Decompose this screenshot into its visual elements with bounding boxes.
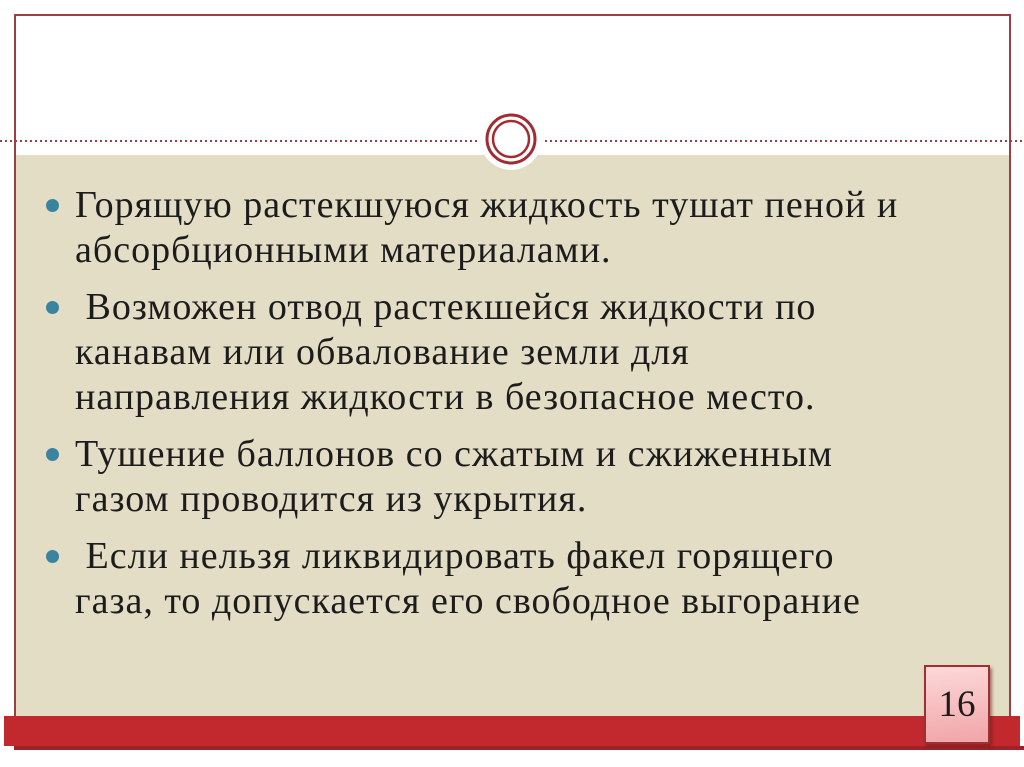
bullet-text-line: газа, то допускается его свободное выгорание — [75, 580, 861, 622]
bullet-text — [75, 534, 861, 624]
list-item — [46, 285, 976, 420]
frame-border-right — [1009, 14, 1011, 716]
double-ring-circle-icon — [474, 102, 548, 176]
bullet-text-line: Возможен отвод растекшейся жидкости по — [75, 286, 817, 328]
frame-border-left — [14, 14, 16, 716]
bullet-text-line: газом проводится из укрытия. — [75, 478, 588, 520]
list-item — [46, 534, 976, 624]
bullet-text — [75, 285, 816, 420]
page-number-box — [924, 665, 990, 744]
bullet-text — [75, 183, 898, 273]
bullet-list — [46, 183, 976, 636]
bullet-icon — [46, 301, 59, 314]
bullet-text-line: канавам или обвалование земли для — [75, 331, 690, 373]
bullet-icon — [46, 199, 59, 212]
bullet-text-line: Тушение баллонов со сжатым и сжиженным — [75, 433, 833, 475]
footer-bar — [4, 716, 1020, 746]
bullet-icon — [46, 550, 59, 563]
bullet-text-line: направления жидкости в безопасное место. — [75, 376, 816, 418]
footer-bar-shadow — [14, 746, 1024, 750]
bullet-icon — [46, 448, 59, 461]
bullet-text-line: Горящую растекшуюся жидкость тушат пеной и — [75, 184, 899, 226]
page-number: 16 — [938, 684, 976, 725]
bullet-text-line: Если нельзя ликвидировать факел горящего — [75, 535, 835, 577]
list-item — [46, 183, 976, 273]
frame-border-top — [14, 14, 1011, 16]
bullet-text — [75, 432, 833, 522]
bullet-text-line: абсорбционными материалами. — [75, 229, 612, 271]
list-item — [46, 432, 976, 522]
